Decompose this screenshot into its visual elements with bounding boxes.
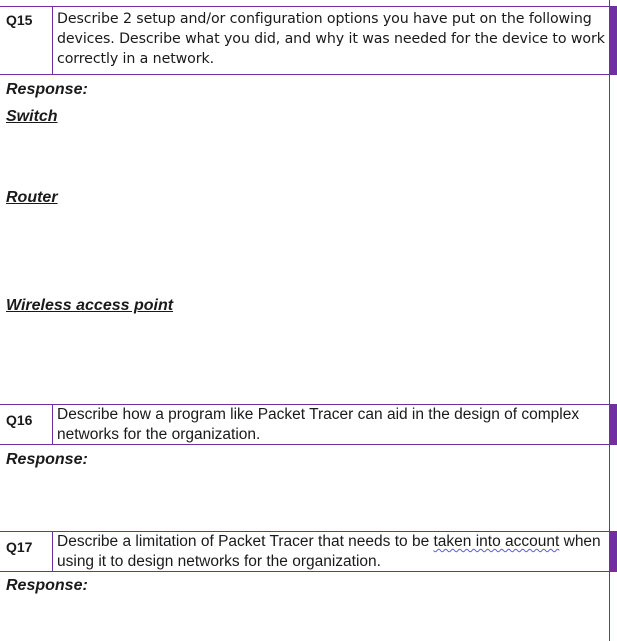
q17-accent-bar bbox=[609, 531, 617, 571]
q16-question-text[interactable]: Describe how a program like Packet Tracer can aid in the design of complex networks for the organization. bbox=[57, 406, 580, 443]
q17-number-divider bbox=[52, 531, 53, 571]
q15-response-label[interactable]: Response: bbox=[6, 81, 88, 98]
q15-top-border bbox=[0, 6, 609, 7]
device-label-router[interactable]: Router bbox=[6, 189, 58, 206]
device-label-wireless-access-point[interactable]: Wireless access point bbox=[6, 297, 174, 314]
q17-text-before: Describe a limitation of Packet Tracer that needs to be bbox=[57, 533, 434, 550]
q17-question-text[interactable] bbox=[57, 532, 605, 572]
q17-response-label[interactable]: Response: bbox=[6, 577, 88, 594]
q16-accent-bar bbox=[609, 404, 617, 444]
q15-question-text[interactable]: Describe 2 setup and/or configuration options you have put on the following devices. Describe what you did, and why it was needed for the device to work correctly in a network. bbox=[57, 11, 605, 67]
q17-spellcheck-flag[interactable]: taken into account bbox=[433, 533, 560, 550]
q15-number-divider bbox=[52, 6, 53, 74]
q15-bottom-border bbox=[0, 74, 617, 75]
q16-bottom-border bbox=[0, 444, 617, 445]
q16-number: Q16 bbox=[6, 412, 33, 428]
q15-number: Q15 bbox=[6, 12, 33, 28]
q16-number-divider bbox=[52, 404, 53, 444]
q17-number: Q17 bbox=[6, 539, 33, 555]
q15-accent-bar bbox=[609, 6, 617, 74]
q17-text-after: when using it to design networks for the organization. bbox=[57, 533, 601, 570]
device-label-switch[interactable]: Switch bbox=[6, 108, 58, 125]
q17-bottom-border bbox=[0, 571, 617, 572]
q16-response-label[interactable]: Response: bbox=[6, 451, 88, 468]
